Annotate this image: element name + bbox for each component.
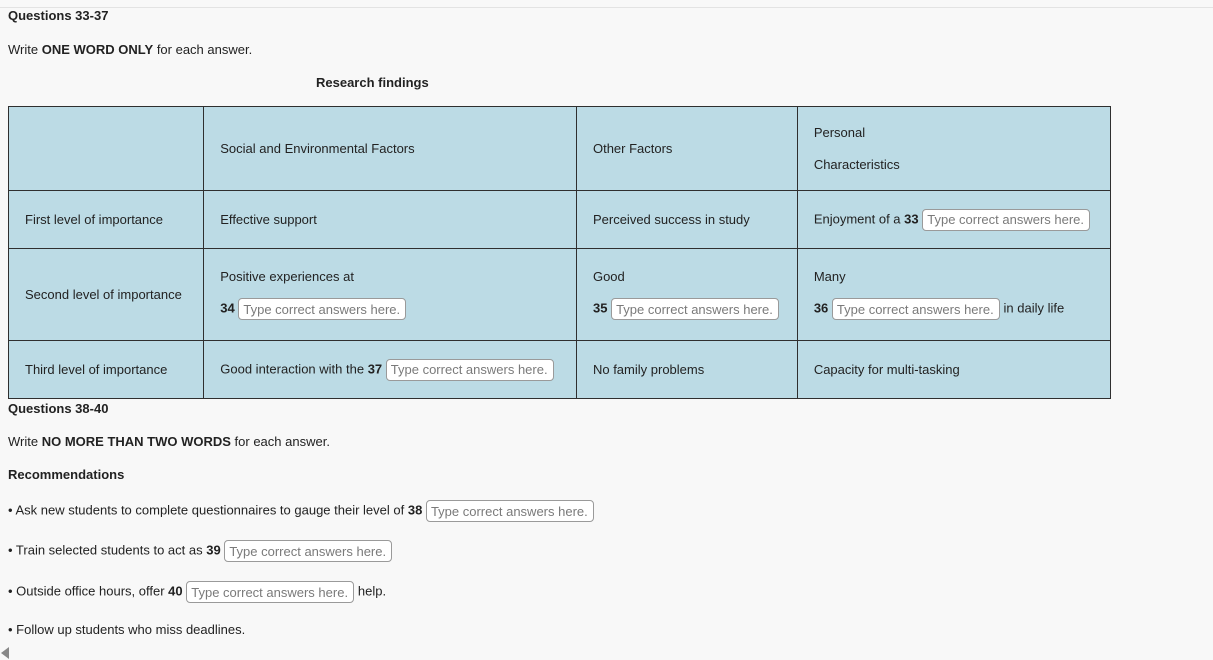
header-personal-characteristics: Personal Characteristics bbox=[797, 107, 1110, 191]
cell-many: Many 36 Type correct answers here. in daily life bbox=[797, 249, 1110, 341]
answer-input-40[interactable] bbox=[186, 581, 354, 603]
answer-input-34[interactable] bbox=[238, 298, 406, 320]
questions-38-40-title: Questions 38-40 bbox=[8, 401, 109, 416]
row-label-second: Second level of importance bbox=[9, 249, 204, 341]
recommendations-heading: Recommendations bbox=[8, 467, 125, 482]
answer-input-37[interactable] bbox=[386, 359, 554, 381]
header-social-environmental: Social and Environmental Factors bbox=[204, 107, 577, 191]
cell-no-family-problems: No family problems bbox=[576, 341, 797, 399]
header-cell-empty bbox=[9, 107, 204, 191]
research-findings-table bbox=[8, 106, 1111, 399]
top-divider bbox=[0, 7, 1213, 8]
instruction-38-40: Write NO MORE THAN TWO WORDS for each answer. bbox=[8, 434, 330, 449]
table-title: Research findings bbox=[316, 75, 429, 90]
list-item: • Follow up students who miss deadlines. bbox=[8, 622, 246, 637]
cell-good: Good 35 Type correct answers here. bbox=[576, 249, 797, 341]
answer-input-36[interactable] bbox=[832, 298, 1000, 320]
table-row bbox=[9, 341, 1111, 399]
cell-positive-experiences: Positive experiences at 34 Type correct answers here. bbox=[204, 249, 577, 341]
header-other-factors: Other Factors bbox=[576, 107, 797, 191]
answer-input-39[interactable] bbox=[224, 540, 392, 562]
cell-good-interaction: Good interaction with the 37 Type correct answers here. bbox=[204, 341, 577, 399]
list-item: • Ask new students to complete questionnaires to gauge their level of 38 Type correct answers here. bbox=[8, 500, 594, 522]
list-item: • Outside office hours, offer 40 Type correct answers here. help. bbox=[8, 581, 386, 603]
instruction-33-37: Write ONE WORD ONLY for each answer. bbox=[8, 42, 253, 57]
cell-perceived-success: Perceived success in study bbox=[576, 191, 797, 249]
scroll-left-arrow-icon[interactable] bbox=[1, 647, 9, 659]
row-label-third: Third level of importance bbox=[9, 341, 204, 399]
cell-enjoyment: Enjoyment of a 33 Type correct answers here. bbox=[797, 191, 1110, 249]
row-label-first: First level of importance bbox=[9, 191, 204, 249]
answer-input-33[interactable] bbox=[922, 209, 1090, 231]
list-item: • Train selected students to act as 39 Type correct answers here. bbox=[8, 540, 392, 562]
questions-33-37-title: Questions 33-37 bbox=[8, 8, 109, 23]
table-row bbox=[9, 249, 1111, 341]
answer-input-38[interactable] bbox=[426, 500, 594, 522]
answer-input-35[interactable] bbox=[611, 298, 779, 320]
table-row bbox=[9, 191, 1111, 249]
cell-multi-tasking: Capacity for multi-tasking bbox=[797, 341, 1110, 399]
cell-effective-support: Effective support bbox=[204, 191, 577, 249]
table-header-row bbox=[9, 107, 1111, 191]
